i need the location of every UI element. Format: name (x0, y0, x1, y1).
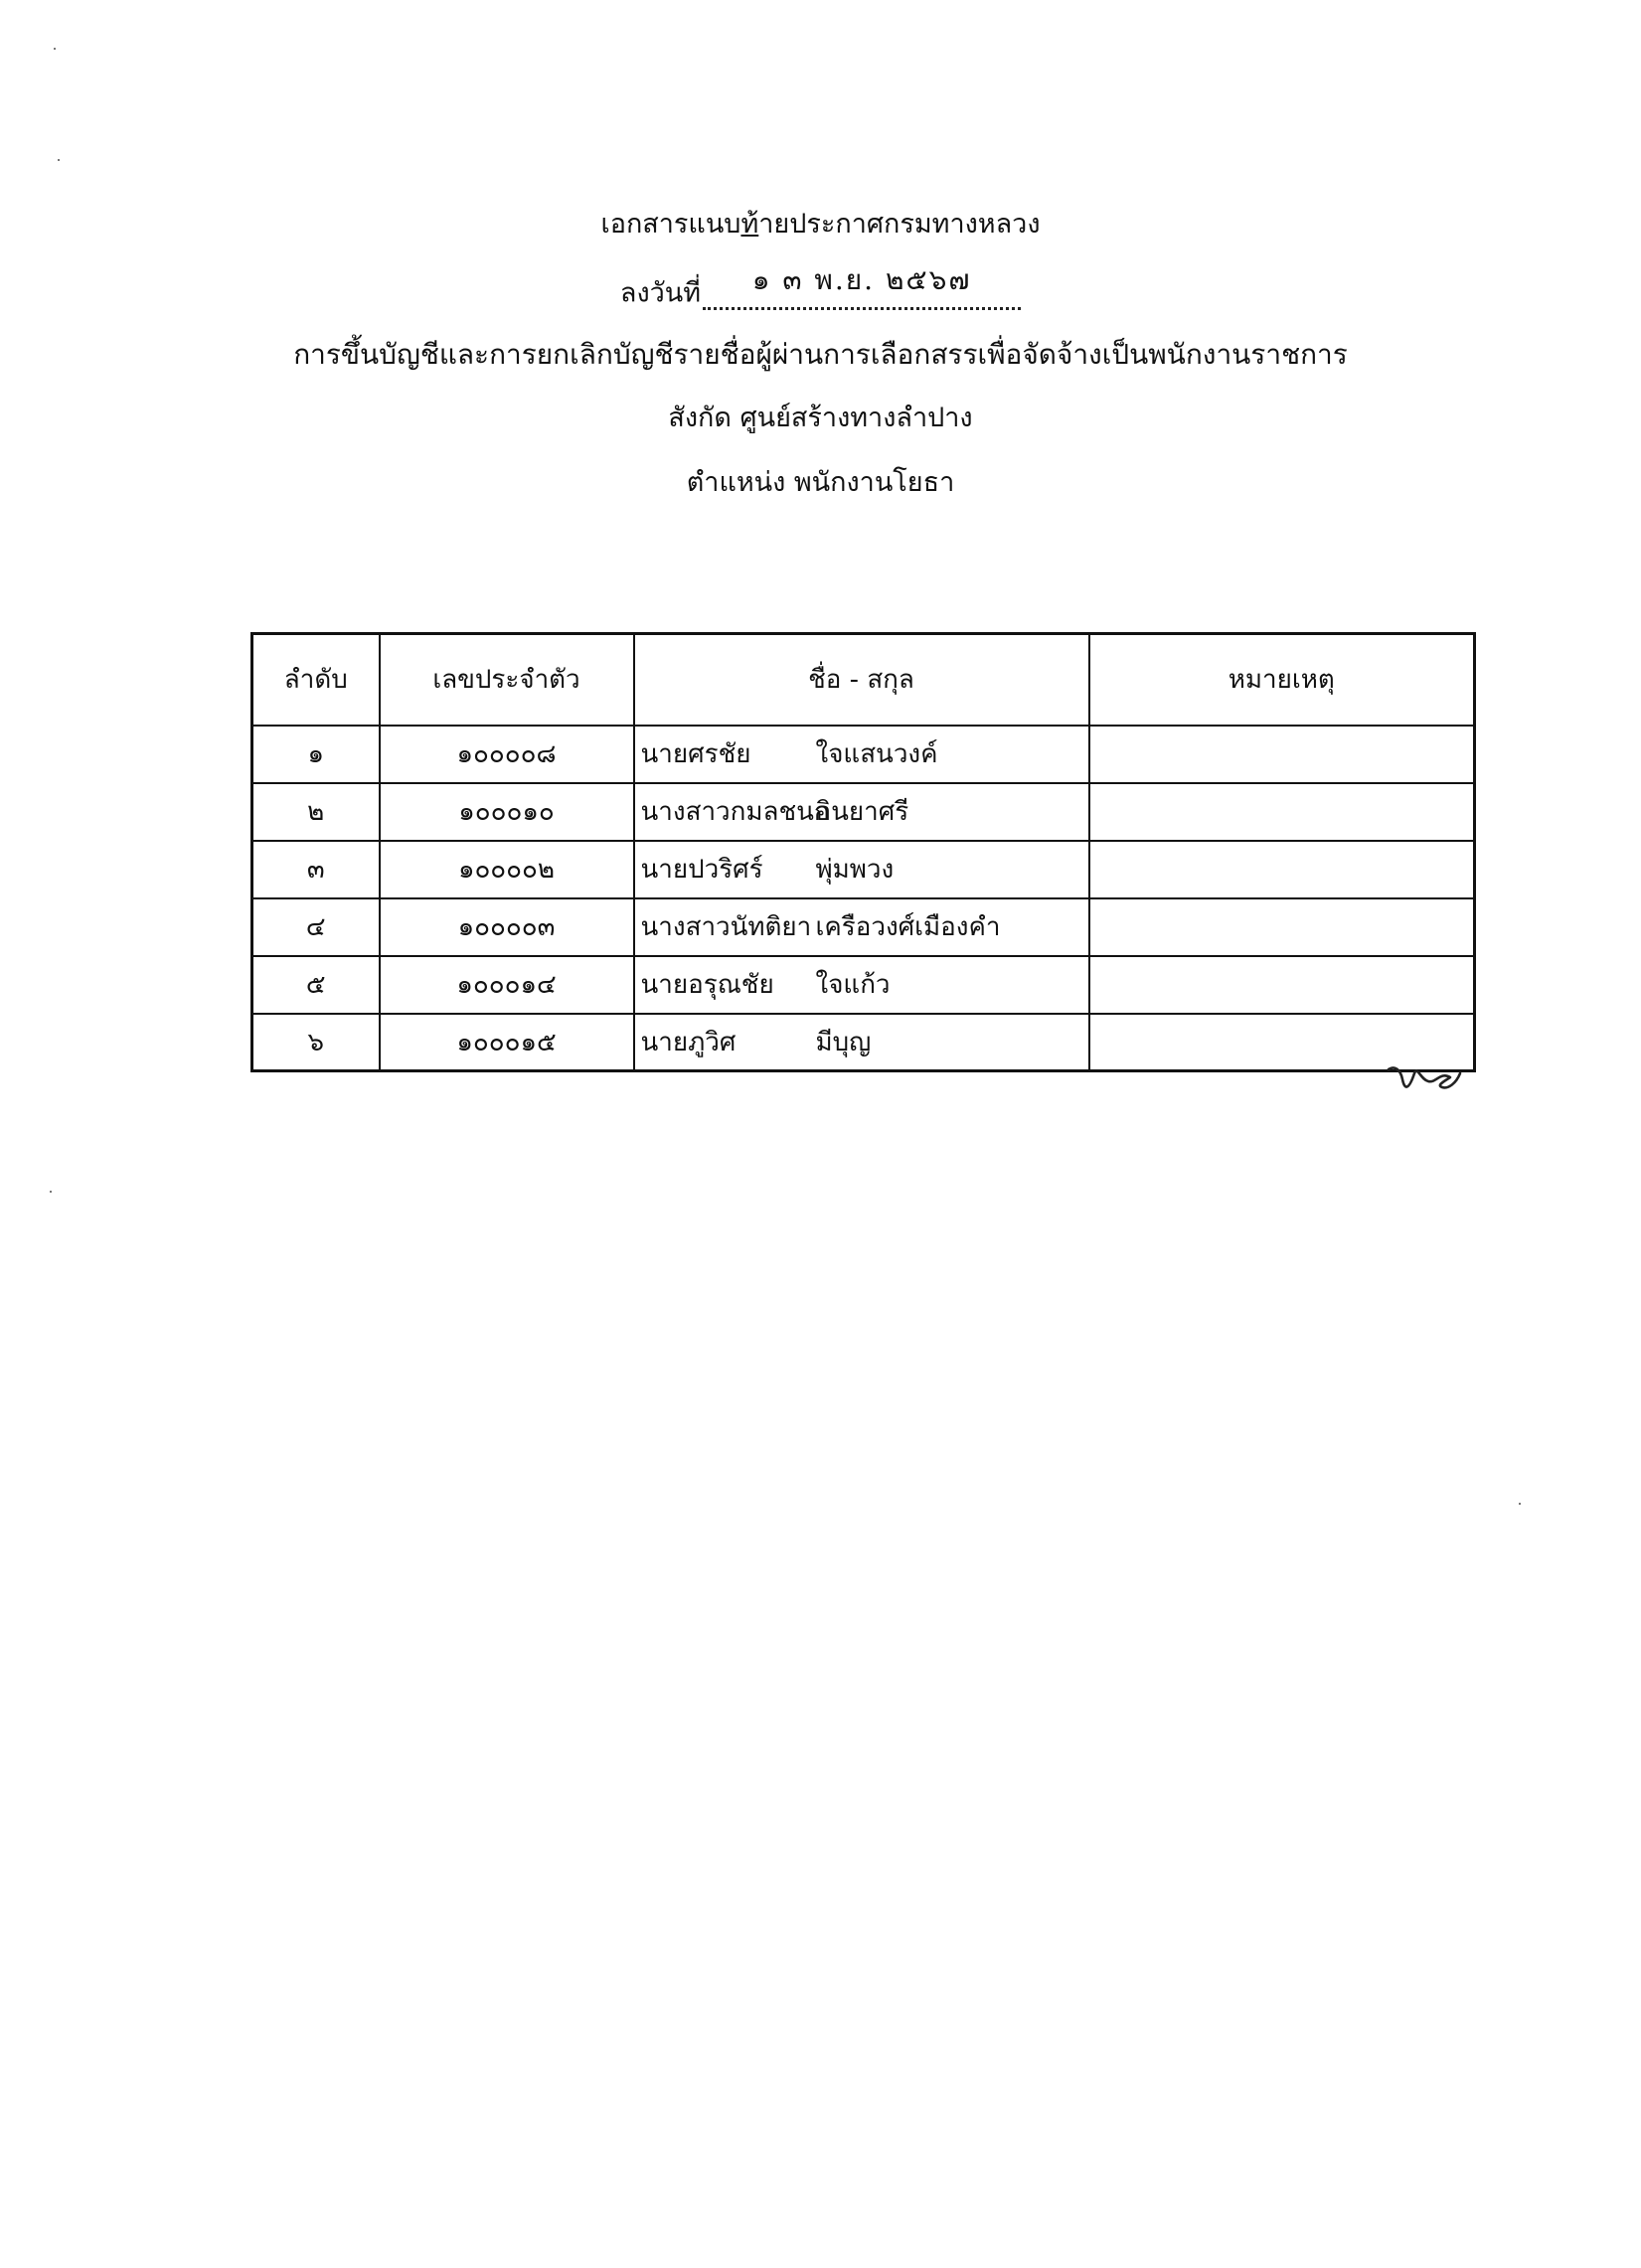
table-row (252, 898, 1475, 956)
first-name: นางสาวกมลชนก (640, 797, 830, 827)
position-title: ตำแหน่ง พนักงานโยธา (686, 467, 955, 498)
affiliation: สังกัด ศูนย์สร้างทางลำปาง (668, 403, 973, 433)
row-name (634, 841, 1089, 898)
first-name: นายศรชัย (640, 739, 751, 769)
title-part-2: ท้ (740, 209, 759, 240)
date-line (0, 263, 1641, 310)
last-name: เครือวงศ์เมืองคำ (815, 912, 1001, 942)
row-id: ๑๐๐๐๐๓ (380, 898, 634, 956)
row-seq: ๖ (252, 1014, 380, 1071)
row-id: ๑๐๐๐๐๘ (380, 726, 634, 783)
row-name (634, 1014, 1089, 1071)
row-id: ๑๐๐๐๑๐ (380, 783, 634, 841)
row-seq: ๒ (252, 783, 380, 841)
column-header-id: เลขประจำตัว (380, 634, 634, 726)
row-name (634, 726, 1089, 783)
column-header-seq: ลำดับ (252, 634, 380, 726)
row-remark (1089, 841, 1475, 898)
table-row (252, 841, 1475, 898)
scan-speck (50, 1191, 52, 1193)
title-part-3: ายประกาศกรมทางหลวง (758, 209, 1041, 240)
row-id: ๑๐๐๐๑๔ (380, 956, 634, 1014)
document-title (0, 209, 1641, 241)
scan-speck (1519, 1503, 1521, 1505)
row-name (634, 956, 1089, 1014)
title-part-1: เอกสารแนบ (600, 209, 741, 240)
row-name (634, 783, 1089, 841)
table-row (252, 783, 1475, 841)
table-header-row (252, 634, 1475, 726)
last-name: มีบุญ (815, 1027, 872, 1057)
row-seq: ๔ (252, 898, 380, 956)
row-remark (1089, 726, 1475, 783)
date-label: ลงวันที่ (619, 277, 702, 309)
row-id: ๑๐๐๐๑๕ (380, 1014, 634, 1071)
row-seq: ๓ (252, 841, 380, 898)
table-row (252, 1014, 1475, 1071)
first-name: นายอรุณชัย (640, 970, 774, 1000)
date-value: ๑ ๓ พ.ย. ๒๕๖๗ (751, 263, 972, 296)
row-seq: ๑ (252, 726, 380, 783)
table-row (252, 956, 1475, 1014)
first-name: นางสาวนัทติยา (640, 912, 812, 942)
candidate-table (250, 632, 1476, 1072)
first-name: นายปวริศร์ (640, 855, 763, 885)
last-name: ใจแสนวงค์ (815, 739, 938, 769)
column-header-remark: หมายเหตุ (1089, 634, 1475, 726)
date-dotted-field (703, 263, 1021, 310)
handwritten-initials-icon (1385, 1059, 1464, 1099)
row-remark (1089, 783, 1475, 841)
scan-speck (58, 159, 60, 161)
row-name (634, 898, 1089, 956)
scan-speck (54, 48, 56, 50)
column-header-name: ชื่อ - สกุล (634, 634, 1089, 726)
first-name: นายภูวิศ (640, 1027, 737, 1057)
document-subject: การขึ้นบัญชีและการยกเลิกบัญชีรายชื่อผู้ผ่านการเลือกสรรเพื่อจัดจ้างเป็นพนักงานราชการ (293, 338, 1348, 371)
table-row (252, 726, 1475, 783)
row-seq: ๕ (252, 956, 380, 1014)
row-remark (1089, 956, 1475, 1014)
last-name: อินยาศรี (815, 797, 909, 827)
last-name: ใจแก้ว (815, 970, 891, 1000)
row-id: ๑๐๐๐๐๒ (380, 841, 634, 898)
row-remark (1089, 898, 1475, 956)
last-name: พุ่มพวง (815, 855, 895, 885)
